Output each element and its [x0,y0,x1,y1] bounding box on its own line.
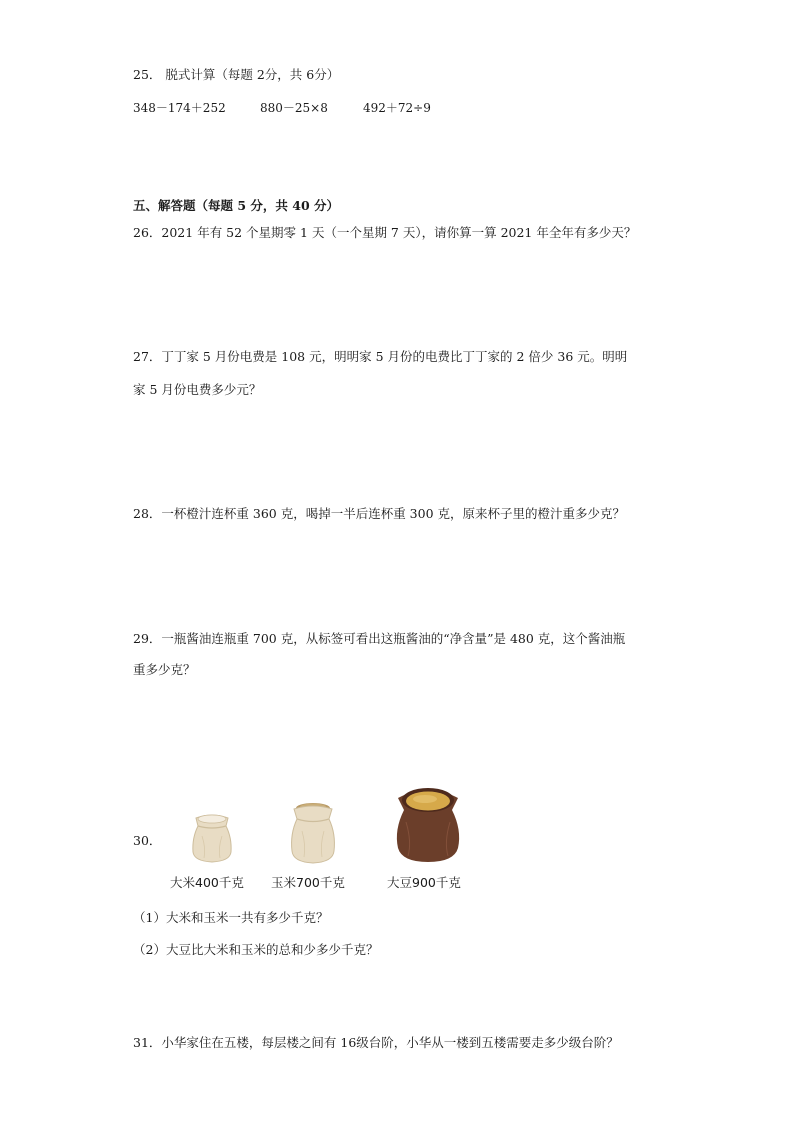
q25-expression-1: 348－174＋252 [133,101,226,115]
q31-text: 31．小华家住在五楼，每层楼之间有 16级台阶，小华从一楼到五楼需要走多少级台阶？ [133,1035,619,1050]
q29-line-2: 重多少克？ [133,662,196,677]
rice-sack-icon [184,808,240,864]
soybean-caption: 大豆900千克 [387,875,461,890]
q29-line-1: 29．一瓶酱油连瓶重 700 克，从标签可看出这瓶酱油的“净含量”是 480 克，这个酱油瓶 [133,631,626,646]
q25-expression-3: 492＋72÷9 [363,101,431,115]
corn-caption: 玉米700千克 [271,875,345,890]
q30-number: 30． [133,833,162,848]
rice-caption: 大米400千克 [170,875,244,890]
q30-subquestion-1: （1）大米和玉米一共有多少千克？ [133,910,329,925]
q25-title: 25． 脱式计算（每题 2分，共 6分） [133,67,340,82]
q26-text: 26．2021 年有 52 个星期零 1 天（一个星期 7 天），请你算一算 2021 年全年有多少天？ [133,225,637,240]
q25-expression-2: 880－25×8 [260,101,328,115]
q30-subquestion-2: （2）大豆比大米和玉米的总和少多少千克？ [133,942,379,957]
q27-line-2: 家 5 月份电费多少元？ [133,382,262,397]
q27-line-1: 27．丁丁家 5 月份电费是 108 元，明明家 5 月份的电费比丁丁家的 2 倍少 36 元。明明 [133,349,628,364]
q28-text: 28．一杯橙汁连杯重 360 克，喝掉一半后连杯重 300 克，原来杯子里的橙汁重多少克？ [133,506,626,521]
soybean-sack-icon [392,782,464,864]
corn-sack-icon [283,799,343,865]
section-five-heading: 五、解答题（每题 5 分，共 40 分） [133,198,340,213]
